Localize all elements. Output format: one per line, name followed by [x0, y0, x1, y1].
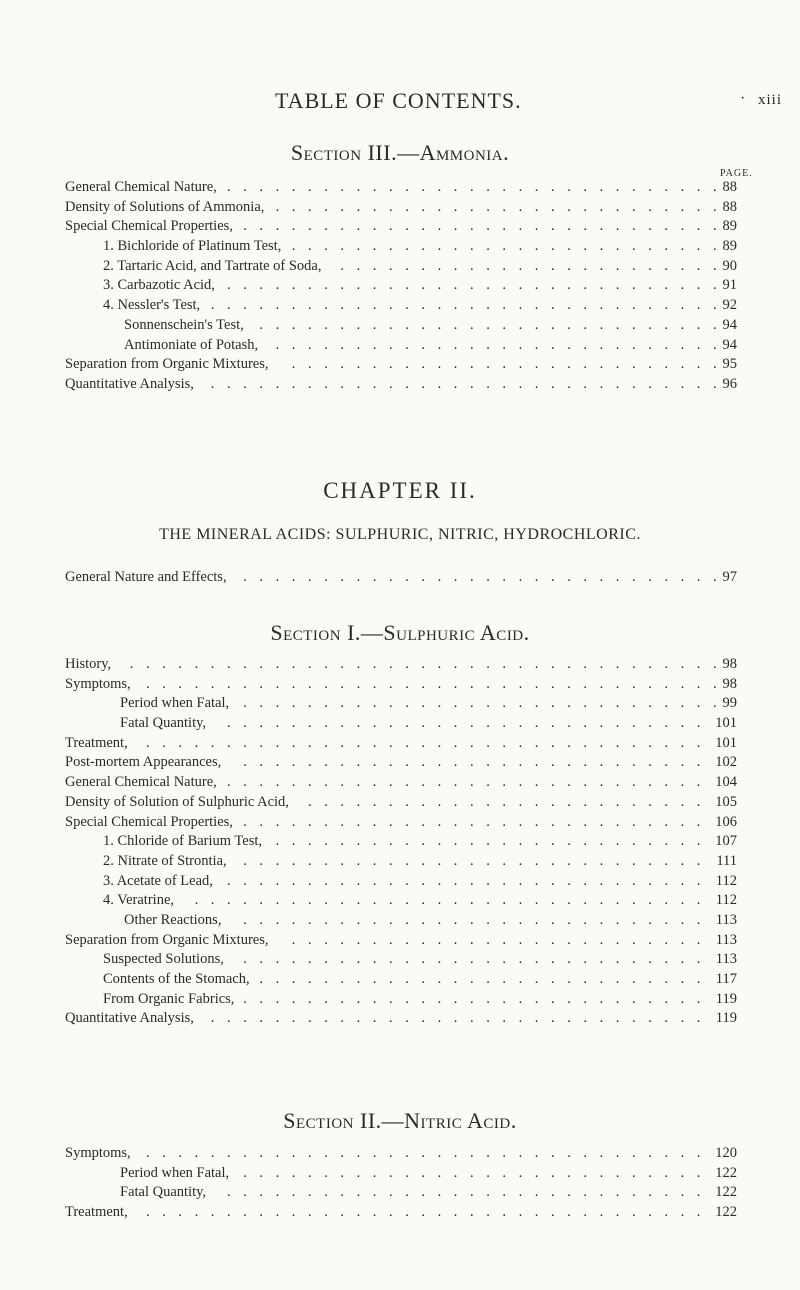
toc-entry-page: 89: [722, 238, 737, 255]
toc-entry-label: Fatal Quantity,: [120, 1184, 207, 1201]
toc-list-sulphuric: [0, 655, 800, 1029]
toc-entry-page: 113: [715, 931, 737, 948]
toc-entry-page: 111: [716, 852, 737, 869]
toc-entry-label: General Chemical Nature,: [65, 179, 217, 195]
toc-entry: . . . . . . . . . . . . . . . . . . . . . . . . . . . . . 2. Nitrate of Strontia, 111: [0, 852, 800, 872]
toc-entry: . . . . . . . . . . . . . . . . . . . . . . . . . . . 1. Chloride of Barium Test, 107: [0, 832, 800, 852]
toc-entry-page: 102: [715, 754, 737, 771]
toc-entry-page: 107: [715, 833, 737, 850]
toc-entry-label: Fatal Quantity,: [120, 715, 207, 732]
toc-entry: . . . . . . . . . . . . . . . . . . . . . . . . . . . . . . Fatal Quantity, 122: [0, 1183, 800, 1203]
toc-entry-page: 119: [715, 990, 737, 1007]
toc-entry: . . . . . . . . . . . . . . . . . . . . . . . . . . . . . . Special Chemical Properties, 89: [0, 217, 800, 237]
toc-entry-label: 2. Nitrate of Strontia,: [103, 852, 227, 869]
toc-entry-page: 95: [722, 356, 737, 373]
toc-entry-label: General Nature and Effects,: [65, 569, 227, 585]
toc-entry-label: Density of Solution of Sulphuric Acid,: [65, 793, 289, 810]
toc-entry-label: Post-mortem Appearances,: [65, 754, 222, 771]
toc-entry: . . . . . . . . . . . . . . . . . . . . . . . . . . . . . . . . 4. Nessler's Test, 92: [0, 296, 800, 316]
toc-entry-page: 122: [715, 1204, 737, 1221]
toc-entry-page: 113: [715, 951, 737, 968]
toc-entry-page: 97: [722, 569, 737, 585]
toc-entry-label: 3. Acetate of Lead,: [103, 872, 213, 889]
running-title: TABLE OF CONTENTS.: [275, 88, 522, 113]
toc-entry: . . . . . . . . . . . . . . . . . . . . . . . . . . . . . . . . . . . Symptoms, 120: [0, 1144, 800, 1164]
toc-entry-label: Separation from Organic Mixtures,: [65, 356, 269, 373]
toc-entry: . . . . . . . . . . . . . . . . . . . . . . . . . . . . . Sonnenschein's Test, 94: [0, 316, 800, 336]
toc-entry-page: 112: [715, 892, 737, 909]
toc-entry-label: Suspected Solutions,: [103, 951, 224, 968]
toc-entry-label: Period when Fatal,: [120, 695, 230, 712]
toc-entry-label: 4. Veratrine,: [103, 892, 174, 909]
toc-entry: . . . . . . . . . . . . . . . . . . . . . . . . . . . . Density of Solutions of Ammonia, 88: [0, 198, 800, 218]
toc-entry-label: Symptoms,: [65, 1145, 131, 1161]
toc-entry-label: Contents of the Stomach,: [103, 971, 250, 987]
toc-entry-label: Symptoms,: [65, 675, 131, 692]
toc-entry-page: 90: [722, 257, 737, 274]
chapter-heading: CHAPTER II.: [323, 478, 477, 503]
toc-entry: . . . . . . . . . . . . . . . . . . . . . . . . . . . . . . . 3. Carbazotic Acid, 91: [0, 276, 800, 296]
toc-entry-label: 1. Bichloride of Platinum Test,: [103, 238, 282, 255]
toc-entry-page: 113: [715, 911, 737, 928]
chapter-subtitle: THE MINERAL ACIDS: SULPHURIC, NITRIC, HYDROCHLORIC.: [159, 526, 641, 543]
toc-entry-page: 122: [715, 1184, 737, 1201]
toc-entry: . . . . . . . . . . . . . . . . . . . . . . . . . . . . . Suspected Solutions, 113: [0, 950, 800, 970]
toc-list-chapter: [0, 568, 800, 588]
toc-entry-label: 4. Nessler's Test,: [103, 297, 201, 314]
toc-entry-label: 2. Tartaric Acid, and Tartrate of Soda,: [103, 257, 322, 274]
toc-entry: . . . . . . . . . . . . . . . . . . . . . . . . . . . . . . 3. Acetate of Lead, 112: [0, 872, 800, 892]
toc-entry: . . . . . . . . . . . . . . . . . . . . . . . . . . . . . Other Reactions, 113: [0, 911, 800, 931]
toc-entry: . . . . . . . . . . . . . . . . . . . . . . . . . . . . Antimoniate of Potash, 94: [0, 336, 800, 356]
toc-entry-label: History,: [65, 656, 112, 672]
toc-entry-label: Density of Solutions of Ammonia,: [65, 198, 265, 215]
toc-entry-page: 99: [722, 695, 737, 712]
toc-entry: . . . . . . . . . . . . . . . . . . . . . . . . . . . . . Period when Fatal, 122: [0, 1164, 800, 1184]
section-heading-nitric: Section II.—Nitric Acid.: [283, 1108, 517, 1133]
toc-entry-label: 1. Chloride of Barium Test,: [103, 833, 263, 850]
toc-entry-page: 119: [715, 1010, 737, 1027]
toc-entry: . . . . . . . . . . . . . . . . . . . . . . . . . . . Separation from Organic Mixtures, 95: [0, 355, 800, 375]
toc-entry: . . . . . . . . . . . . . . . . . . . . . . . . . . . . . . . . . . . . Symptoms, 98: [0, 675, 800, 695]
toc-entry: . . . . . . . . . . . . . . . . . . . . . . . . . . . . . . . . . . . Treatment, 122: [0, 1203, 800, 1223]
toc-entry: . . . . . . . . . . . . . . . . . . . . . . . . . Density of Solution of Sulphuric Acid, 105: [0, 793, 800, 813]
toc-entry-label: Special Chemical Properties,: [65, 813, 233, 830]
toc-entry: . . . . . . . . . . . . . . . . . . . . . . . . . . . . . . Period when Fatal, 99: [0, 694, 800, 714]
page-column-label: PAGE.: [720, 168, 753, 179]
toc-entry-page: 89: [722, 218, 737, 235]
toc-entry-label: Quantitative Analysis,: [65, 1010, 194, 1027]
toc-entry-label: Quantitative Analysis,: [65, 375, 194, 392]
toc-list-nitric: [0, 1144, 800, 1223]
toc-entry-label: 3. Carbazotic Acid,: [103, 277, 215, 294]
toc-entry-page: 98: [722, 675, 737, 692]
toc-entry-page: 88: [722, 198, 737, 215]
toc-entry: . . . . . . . . . . . . . . . . . . . . . . . . . . . . . . Fatal Quantity, 101: [0, 714, 800, 734]
toc-entry-page: 117: [715, 971, 737, 987]
toc-entry-page: 94: [722, 316, 737, 333]
toc-entry-label: General Chemical Nature,: [65, 774, 217, 791]
toc-entry-label: Other Reactions,: [124, 911, 222, 928]
toc-entry: . . . . . . . . . . . . . . . . . . . . . . . . 2. Tartaric Acid, and Tartrate of Soda, 90: [0, 257, 800, 277]
toc-entry-page: 98: [722, 656, 737, 672]
toc-entry-page: 94: [722, 336, 737, 353]
toc-entry: . . . . . . . . . . . . . . . . . . . . . . . . . . . 1. Bichloride of Platinum Test, 89: [0, 237, 800, 257]
toc-entry: . . . . . . . . . . . . . . . . . . . . . . . . . . Separation from Organic Mixtures, 113: [0, 931, 800, 951]
toc-entry-label: Antimoniate of Potash,: [124, 336, 259, 353]
toc-entry-page: 96: [722, 375, 737, 392]
toc-entry: . . . . . . . . . . . . . . . . . . . . . . . . . . . . . . . . 4. Veratrine, 112: [0, 891, 800, 911]
toc-entry-label: From Organic Fabrics,: [103, 990, 235, 1007]
toc-entry: . . . . . . . . . . . . . . . . . . . . . . . . . . . . . . . . . . . Treatment, 101: [0, 734, 800, 754]
toc-entry-page: 105: [715, 793, 737, 810]
page-number: xiii: [758, 92, 783, 108]
toc-entry-label: Period when Fatal,: [120, 1164, 230, 1181]
toc-entry-page: 112: [715, 872, 737, 889]
running-header: [0, 88, 800, 118]
toc-entry: . . . . . . . . . . . . . . . . . . . . . . . . . . . . . . General Nature and Effects, 97: [0, 568, 800, 588]
toc-entry-page: 104: [715, 774, 737, 791]
toc-entry-label: Sonnenschein's Test,: [124, 316, 244, 333]
toc-entry: . . . . . . . . . . . . . . . . . . . . . . . . . . . . . From Organic Fabrics, 119: [0, 990, 800, 1010]
toc-entry-label: Separation from Organic Mixtures,: [65, 931, 269, 948]
toc-entry: . . . . . . . . . . . . . . . . . . . . . . . . . . . . . Post-mortem Appearances, 102: [0, 753, 800, 773]
toc-entry-label: Treatment,: [65, 1204, 128, 1221]
toc-entry-page: 120: [715, 1145, 737, 1161]
header-dot: ·: [740, 90, 746, 107]
toc-list-ammonia: [0, 178, 800, 395]
toc-entry-page: 122: [715, 1164, 737, 1181]
toc-entry: . . . . . . . . . . . . . . . . . . . . . . . . . . . . . . . Quantitative Analysis, 119: [0, 1009, 800, 1029]
toc-entry-label: Special Chemical Properties,: [65, 218, 233, 235]
toc-entry: . . . . . . . . . . . . . . . . . . . . . . . . . . . . . Special Chemical Properties, 106: [0, 813, 800, 833]
toc-entry-page: 88: [722, 179, 737, 195]
toc-entry: . . . . . . . . . . . . . . . . . . . . . . . . . . . . Contents of the Stomach, 117: [0, 970, 800, 990]
toc-entry-page: 92: [722, 297, 737, 314]
toc-entry: . . . . . . . . . . . . . . . . . . . . . . . . . . . . . . . General Chemical Nature, 88: [0, 178, 800, 198]
toc-entry: . . . . . . . . . . . . . . . . . . . . . . . . . . . . . . General Chemical Nature, 104: [0, 773, 800, 793]
toc-entry-page: 91: [722, 277, 737, 294]
toc-entry: . . . . . . . . . . . . . . . . . . . . . . . . . . . . . . . . . . . . . History, 98: [0, 655, 800, 675]
toc-entry-page: 101: [715, 734, 737, 751]
toc-entry-label: Treatment,: [65, 734, 128, 751]
toc-entry-page: 106: [715, 813, 737, 830]
section-heading-sulphuric: Section I.—Sulphuric Acid.: [270, 620, 530, 645]
section-heading-ammonia: Section III.—Ammonia.: [290, 140, 510, 165]
toc-entry: . . . . . . . . . . . . . . . . . . . . . . . . . . . . . . . . Quantitative Analysis, 96: [0, 375, 800, 395]
toc-entry-page: 101: [715, 715, 737, 732]
